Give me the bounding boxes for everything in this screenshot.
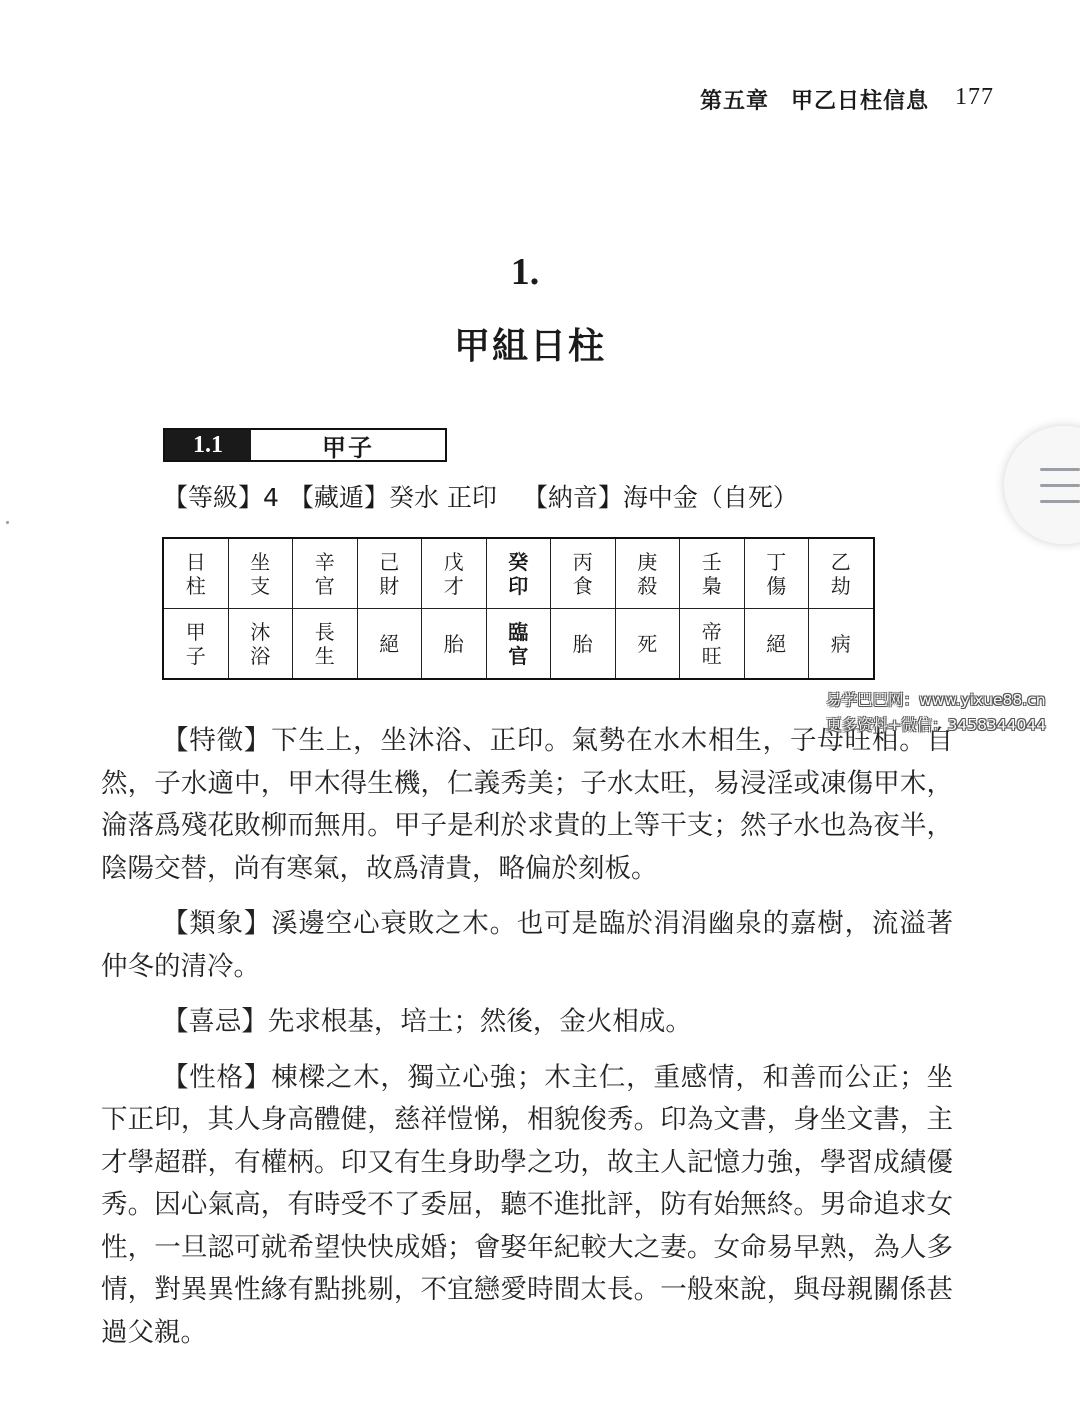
table-cell: 丙食 — [551, 538, 616, 609]
table-cell: 絕 — [744, 609, 809, 680]
table-cell: 絕 — [357, 609, 422, 680]
table-cell: 坐支 — [228, 538, 293, 609]
table-cell: 病 — [809, 609, 874, 680]
subsection-name: 甲子 — [322, 432, 374, 462]
scan-speck — [6, 521, 9, 524]
table-row — [163, 609, 874, 680]
table-cell: 己財 — [357, 538, 422, 609]
table-cell: 死 — [615, 609, 680, 680]
grade-value: 4 — [263, 483, 279, 512]
paragraph-personality: 【性格】棟樑之木，獨立心強；木主仁，重感情，和善而公正；坐下正印，其人身高體健，慈祥愷悌，相貌俊秀。印為文書，身坐文書，主才學超群，有權柄。印又有生身助學之功，故主人記憶力強，學習成績優秀。因心氣高，有時受不了委屈，聽不進批評，防有始無終。男命追求女性，一旦認可就希望快快成婚；會娶年紀較大之妻。女命易早熟，為人多情，對異異性緣有點挑剔，不宜戀愛時間太長。一般來說，與母親關係甚過父親。 — [101, 1061, 953, 1348]
chapter-title: 甲乙日柱信息 — [791, 88, 930, 114]
table-cell: 甲子 — [163, 609, 228, 680]
table-cell: 帝旺 — [680, 609, 745, 680]
table-cell: 壬梟 — [680, 538, 745, 609]
subsection-number: 1.1 — [165, 430, 251, 460]
watermark-website: 易学巴巴网：www.yixue88.cn — [826, 691, 1046, 709]
table-cell: 癸印 — [486, 538, 551, 609]
subsection-heading — [163, 428, 447, 462]
hidden-stems-label: 【藏遁】 — [288, 483, 389, 512]
grade-label: 【等級】 — [163, 483, 264, 512]
table-cell: 長生 — [293, 609, 358, 680]
table-cell: 辛官 — [293, 538, 358, 609]
section-title: 甲組日柱 — [453, 325, 606, 367]
table-cell: 丁傷 — [744, 538, 809, 609]
paragraph-imagery: 【類象】溪邊空心衰敗之木。也可是臨於涓涓幽泉的嘉樹，流溢著仲冬的清冷。 — [101, 908, 953, 982]
day-pillar-table — [162, 537, 875, 680]
body-text — [101, 720, 953, 1367]
table-cell: 日柱 — [163, 538, 228, 609]
page-number: 177 — [955, 84, 994, 110]
table-cell: 胎 — [551, 609, 616, 680]
chapter-number: 第五章 — [700, 88, 770, 114]
table-cell: 乙劫 — [809, 538, 874, 609]
table-cell: 戊才 — [422, 538, 487, 609]
meta-line — [163, 478, 798, 514]
floating-menu-button[interactable] — [1004, 426, 1080, 544]
paragraph-features: 【特徵】下生上，坐沐浴、正印。氣勢在水木相生，子母旺相。自然，子水適中，甲木得生機，仁義秀美；子水太旺，易浸淫或凍傷甲木，淪落爲殘花敗柳而無用。甲子是利於求貴的上等干支；然子水也為夜半，陰陽交替，尚有寒氣，故爲清貴，略偏於刻板。 — [101, 725, 953, 884]
table-cell: 庚殺 — [615, 538, 680, 609]
section-number: 1. — [510, 251, 540, 293]
nayin-value: 海中金（自死） — [622, 483, 798, 512]
table-cell: 胎 — [422, 609, 487, 680]
table-cell: 沐浴 — [228, 609, 293, 680]
watermark-contact: 更多资料+微信：3458344044 — [826, 716, 1047, 734]
table-cell: 臨官 — [486, 609, 551, 680]
table-row — [163, 538, 874, 609]
running-header — [700, 84, 994, 115]
hidden-stems-value: 癸水 正印 — [388, 483, 497, 512]
nayin-label: 【納音】 — [522, 483, 623, 512]
paragraph-likes-dislikes: 【喜忌】先求根基，培土；然後，金火相成。 — [161, 1006, 692, 1037]
